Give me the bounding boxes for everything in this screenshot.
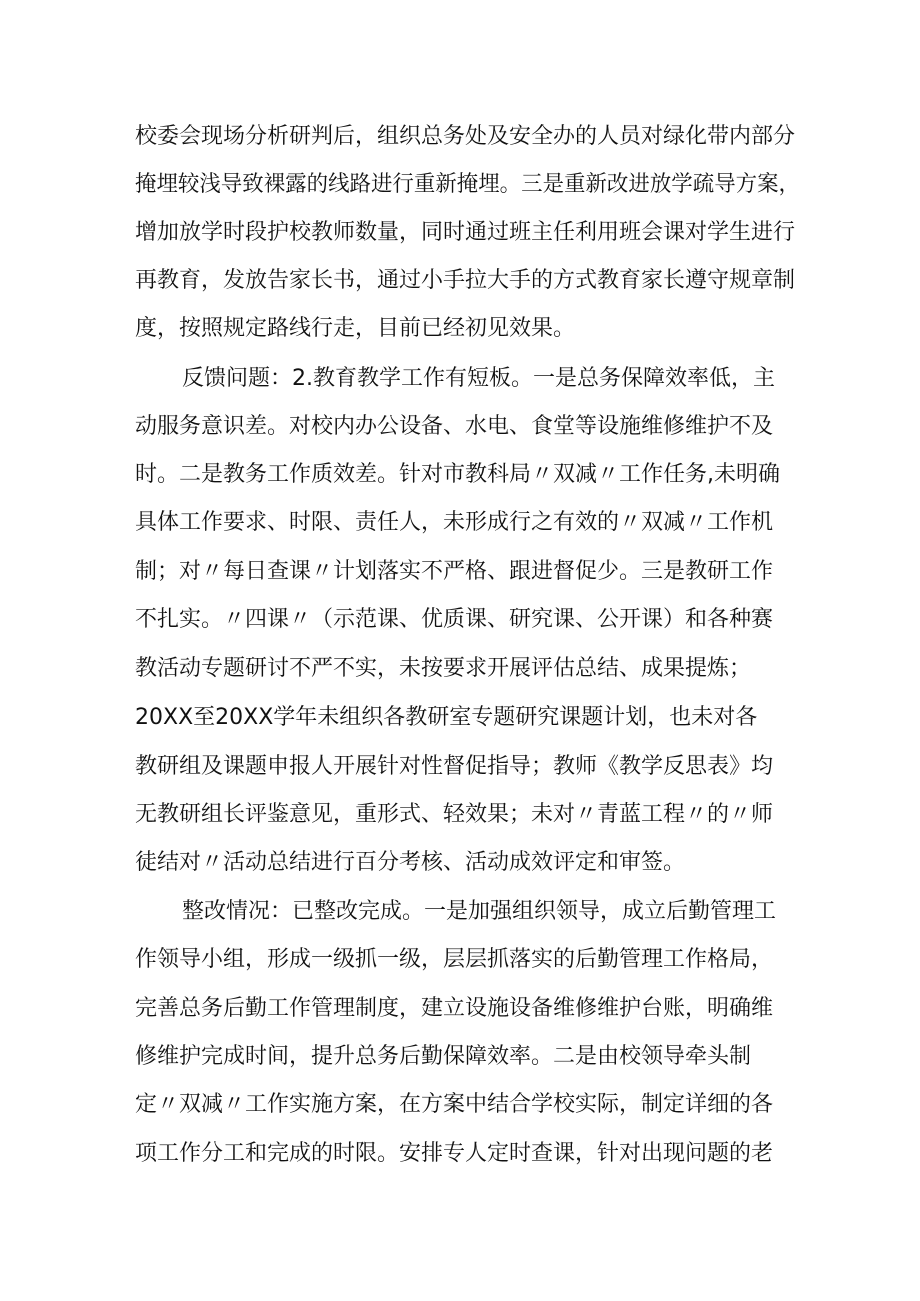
text-line: 徒结对〃活动总结进行百分考核、活动成效评定和审签。: [135, 850, 686, 875]
text-line: 无教研组长评鉴意见，重形式、轻效果；未对〃青蓝工程〃的〃师: [135, 802, 774, 827]
text-line: 教活动专题研讨不严不实，未按要求开展评估总结、成果提炼；: [135, 656, 752, 681]
paragraph-start-line: 反馈问题：2.教育教学工作有短板。一是总务保障效率低，主: [182, 366, 775, 391]
text-line: 校委会现场分析研判后，组织总务处及安全办的人员对绿化带内部分: [135, 124, 796, 149]
text-line: 再教育，发放告家长书，通过小手拉大手的方式教育家长遵守规章制: [135, 268, 796, 293]
text-line: 度，按照规定路线行走，目前已经初见效果。: [135, 316, 576, 341]
text-line: 动服务意识差。对校内办公设备、水电、食堂等设施维修维护不及: [135, 414, 774, 439]
paragraph-start-line: 整改情况：已整改完成。一是加强组织领导，成立后勤管理工: [182, 899, 777, 924]
text-line: 不扎实。〃四课〃（示范课、优质课、研究课、公开课）和各种赛: [135, 607, 774, 632]
text-line: 定〃双减〃工作实施方案，在方案中结合学校实际，制定详细的各: [135, 1092, 774, 1117]
text-line: 具体工作要求、时限、责任人，未形成行之有效的〃双减〃工作机: [135, 510, 774, 535]
text-line: 掩埋较浅导致裸露的线路进行重新掩埋。三是重新改进放学疏导方案，: [135, 172, 801, 197]
text-line: 项工作分工和完成的时限。安排专人定时查课，针对出现问题的老: [135, 1141, 774, 1166]
text-line: 教研组及课题申报人开展针对性督促指导；教师《教学反思表》均: [135, 754, 774, 779]
text-line: 完善总务后勤工作管理制度，建立设施设备维修维护台账，明确维: [135, 996, 774, 1021]
text-line: 时。二是教务工作质效差。针对市教科局〃双减〃工作任务,未明确: [135, 462, 780, 487]
text-line: 制；对〃每日查课〃计划落实不严格、跟进督促少。三是教研工作: [135, 559, 774, 584]
text-line: 作领导小组，形成一级抓一级，层层抓落实的后勤管理工作格局，: [135, 947, 774, 972]
text-line: 修维护完成时间，提升总务后勤保障效率。二是由校领导牵头制: [135, 1044, 752, 1069]
text-line: 增加放学时段护校教师数量，同时通过班主任利用班会课对学生进行: [135, 220, 796, 245]
text-line: 20XX至20XX学年未组织各教研室专题研究课题计划，也未对各: [135, 705, 758, 730]
